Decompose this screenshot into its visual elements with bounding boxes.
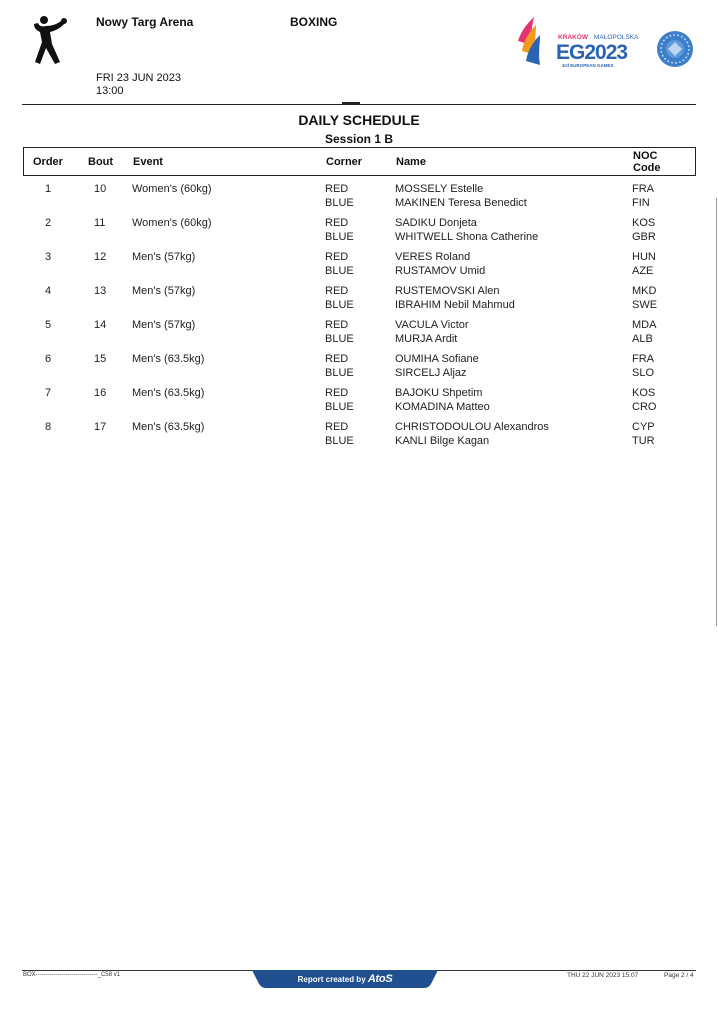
blue-boxer-name: MAKINEN Teresa Benedict bbox=[395, 197, 527, 209]
red-noc-code: MDA bbox=[632, 319, 657, 331]
red-corner-label: RED bbox=[325, 387, 349, 399]
table-body bbox=[23, 183, 696, 455]
bout-order: 6 bbox=[45, 353, 52, 365]
bout-number: 15 bbox=[94, 353, 107, 365]
bout-event: Men's (57kg) bbox=[132, 319, 196, 331]
red-noc-code: KOS bbox=[632, 217, 656, 229]
bout-number: 12 bbox=[94, 251, 107, 263]
table-row bbox=[23, 353, 696, 387]
bout-order: 1 bbox=[45, 183, 52, 195]
flame-stripes-icon bbox=[518, 17, 540, 65]
report-timestamp: THU 22 JUN 2023 15:07 bbox=[567, 972, 639, 979]
blue-boxer-name: IBRAHIM Nebil Mahmud bbox=[395, 299, 515, 311]
report-code: BOX-------------------------------_C58 v1 bbox=[23, 972, 120, 978]
report-prefix: Report created by bbox=[297, 975, 366, 984]
table-row bbox=[23, 183, 696, 217]
red-corner-label: RED bbox=[325, 421, 349, 433]
red-boxer-name: MOSSELY Estelle bbox=[395, 183, 484, 195]
red-noc-code: FRA bbox=[632, 353, 654, 365]
red-noc-code: FRA bbox=[632, 183, 654, 195]
blue-noc-code: AZE bbox=[632, 265, 654, 277]
session-title: Session 1 B bbox=[324, 132, 394, 146]
bout-event: Men's (57kg) bbox=[132, 251, 196, 263]
blue-boxer-name: WHITWELL Shona Catherine bbox=[395, 231, 539, 243]
red-boxer-name: VERES Roland bbox=[395, 251, 471, 263]
bout-event: Men's (57kg) bbox=[132, 285, 196, 297]
blue-boxer-name: KOMADINA Matteo bbox=[395, 401, 490, 413]
page-number: Page 2 / 4 bbox=[664, 972, 694, 979]
bout-event: Women's (60kg) bbox=[132, 217, 212, 229]
bout-event: Men's (63.5kg) bbox=[132, 387, 205, 399]
bout-event: Men's (63.5kg) bbox=[132, 421, 205, 433]
red-boxer-name: OUMIHA Sofiane bbox=[395, 353, 479, 365]
bout-event: Men's (63.5kg) bbox=[132, 353, 205, 365]
logo-tagline: 3rd EUROPEAN GAMES bbox=[562, 63, 614, 68]
bout-order: 3 bbox=[45, 251, 52, 263]
blue-noc-code: GBR bbox=[632, 231, 656, 243]
bout-order: 7 bbox=[45, 387, 52, 399]
blue-boxer-name: KANLI Bilge Kagan bbox=[395, 435, 490, 447]
schedule-table bbox=[23, 147, 696, 455]
bout-number: 11 bbox=[94, 217, 106, 229]
column-bout: Bout bbox=[88, 156, 114, 168]
session-datetime bbox=[96, 72, 181, 98]
page-title: DAILY SCHEDULE bbox=[298, 112, 420, 128]
red-boxer-name: CHRISTODOULOU Alexandros bbox=[395, 421, 549, 433]
bout-order: 4 bbox=[45, 285, 52, 297]
red-noc-code: KOS bbox=[632, 387, 656, 399]
blue-corner-label: BLUE bbox=[325, 333, 354, 345]
blue-noc-code: SWE bbox=[632, 299, 658, 311]
logo-city: KRAKÓW bbox=[558, 34, 588, 41]
bout-order: 5 bbox=[45, 319, 52, 331]
column-corner: Corner bbox=[326, 156, 363, 168]
blue-corner-label: BLUE bbox=[325, 367, 354, 379]
blue-noc-code: ALB bbox=[632, 333, 653, 345]
blue-boxer-name: MURJA Ardit bbox=[395, 333, 458, 345]
blue-corner-label: BLUE bbox=[325, 231, 354, 243]
red-corner-label: RED bbox=[325, 353, 349, 365]
bout-number: 16 bbox=[94, 387, 107, 399]
bout-number: 13 bbox=[94, 285, 107, 297]
blue-noc-code: CRO bbox=[632, 401, 657, 413]
red-noc-code: HUN bbox=[632, 251, 656, 263]
page-edge-line bbox=[716, 198, 717, 626]
blue-corner-label: BLUE bbox=[325, 435, 354, 447]
blue-noc-code: TUR bbox=[632, 435, 655, 447]
table-row bbox=[23, 387, 696, 421]
table-row bbox=[23, 217, 696, 251]
bout-order: 2 bbox=[45, 217, 52, 229]
blue-boxer-name: RUSTAMOV Umid bbox=[395, 265, 486, 277]
red-corner-label: RED bbox=[325, 319, 349, 331]
table-header bbox=[23, 147, 696, 176]
red-boxer-name: VACULA Victor bbox=[395, 319, 469, 331]
atos-logo: AtoS bbox=[367, 973, 393, 985]
table-row bbox=[23, 251, 696, 285]
krakow-seal-icon bbox=[656, 30, 694, 68]
column-noc-code bbox=[633, 150, 661, 174]
blue-corner-label: BLUE bbox=[325, 299, 354, 311]
table-row bbox=[23, 421, 696, 455]
column-order: Order bbox=[33, 156, 63, 168]
venue-name: Nowy Targ Arena bbox=[96, 15, 194, 29]
column-event: Event bbox=[133, 156, 163, 168]
blue-corner-label: BLUE bbox=[325, 265, 354, 277]
session-date: FRI 23 JUN 2023 bbox=[96, 72, 181, 84]
column-noc-line1: NOC bbox=[633, 150, 658, 162]
red-boxer-name: RUSTEMOVSKI Alen bbox=[395, 285, 500, 297]
red-corner-label: RED bbox=[325, 217, 349, 229]
red-boxer-name: SADIKU Donjeta bbox=[395, 217, 477, 229]
logo-brand: EG2023 bbox=[556, 41, 628, 64]
bout-order: 8 bbox=[45, 421, 52, 433]
bout-number: 14 bbox=[94, 319, 107, 331]
bout-event: Women's (60kg) bbox=[132, 183, 212, 195]
european-games-logo bbox=[516, 15, 646, 69]
header-divider-notch bbox=[342, 102, 360, 105]
logo-region: MAŁOPOLSKA bbox=[594, 34, 639, 41]
blue-noc-code: SLO bbox=[632, 367, 655, 379]
column-name: Name bbox=[396, 156, 426, 168]
boxing-pictogram-icon bbox=[32, 14, 68, 70]
sport-name: BOXING bbox=[290, 15, 338, 29]
blue-corner-label: BLUE bbox=[325, 197, 354, 209]
column-noc-line2: Code bbox=[633, 162, 661, 174]
red-boxer-name: BAJOKU Shpetim bbox=[395, 387, 483, 399]
blue-boxer-name: SIRCELJ Aljaz bbox=[395, 367, 467, 379]
table-row bbox=[23, 319, 696, 353]
bout-number: 10 bbox=[94, 183, 107, 195]
session-time: 13:00 bbox=[96, 85, 124, 97]
bout-number: 17 bbox=[94, 421, 107, 433]
blue-noc-code: FIN bbox=[632, 197, 650, 209]
table-row bbox=[23, 285, 696, 319]
red-corner-label: RED bbox=[325, 183, 349, 195]
red-noc-code: CYP bbox=[632, 421, 655, 433]
red-corner-label: RED bbox=[325, 285, 349, 297]
red-corner-label: RED bbox=[325, 251, 349, 263]
blue-corner-label: BLUE bbox=[325, 401, 354, 413]
red-noc-code: MKD bbox=[632, 285, 657, 297]
report-credit bbox=[252, 973, 438, 985]
